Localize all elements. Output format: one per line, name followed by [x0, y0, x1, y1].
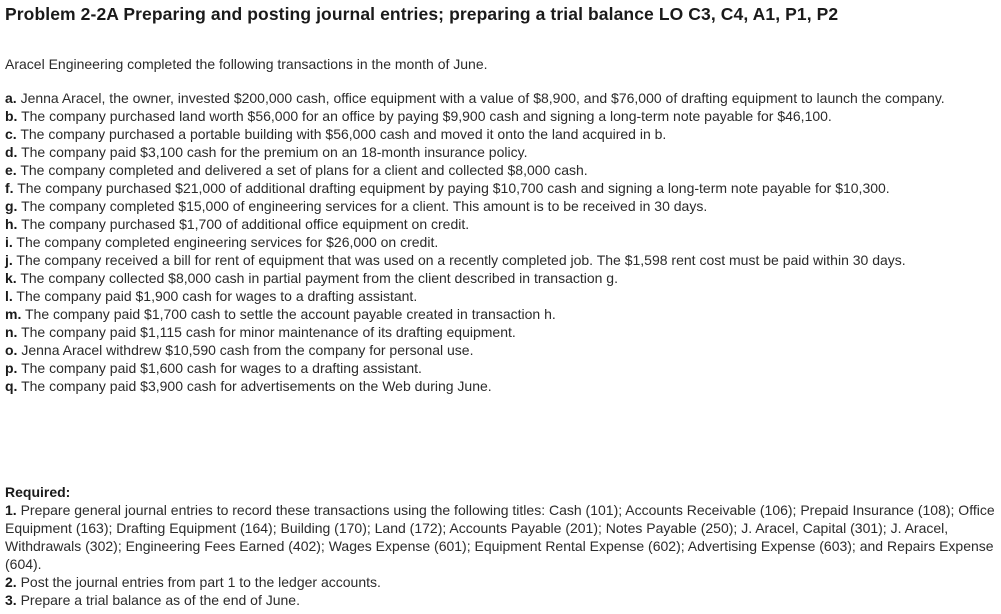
transaction-text: The company paid $1,900 cash for wages to a drafting assistant. — [16, 288, 418, 304]
transaction-text: The company completed and delivered a set of plans for a client and collected $8,000 cash. — [20, 162, 588, 178]
transaction-item-i — [0, 233, 995, 251]
transaction-text: The company completed $15,000 of engineering services for a client. This amount is to be received in 30 days. — [21, 198, 708, 214]
transaction-text: Jenna Aracel, the owner, invested $200,000 cash, office equipment with a value of $8,900, and $76,000 of drafting equipment to launch the company. — [20, 90, 945, 106]
transaction-text: Jenna Aracel withdrew $10,590 cash from the company for personal use. — [21, 342, 474, 358]
transaction-letter: f. — [5, 180, 14, 196]
intro-text: Aracel Engineering completed the following transactions in the month of June. — [5, 56, 488, 72]
transaction-letter: c. — [5, 126, 17, 142]
problem-title: Problem 2-2A Preparing and posting journal entries; preparing a trial balance LO C3, C4, A1, P1, P2 — [5, 4, 839, 24]
transaction-letter: n. — [5, 324, 18, 340]
required-item-1 — [5, 501, 995, 573]
transaction-text: The company purchased $1,700 of additional office equipment on credit. — [21, 216, 470, 232]
transaction-item-d — [0, 143, 995, 161]
transaction-text: The company paid $1,600 cash for wages to a drafting assistant. — [21, 360, 422, 376]
transaction-item-a — [0, 89, 995, 107]
transaction-item-g — [0, 197, 995, 215]
transaction-item-l — [0, 287, 995, 305]
transaction-item-o — [0, 341, 995, 359]
transaction-letter: k. — [5, 270, 17, 286]
required-number: 1. — [5, 502, 17, 518]
required-item-2 — [5, 573, 995, 591]
required-number: 3. — [5, 592, 17, 608]
transaction-item-q — [0, 377, 995, 395]
transaction-letter: i. — [5, 234, 13, 250]
required-heading: Required: — [5, 484, 71, 500]
transaction-item-f — [0, 179, 995, 197]
transaction-text: The company completed engineering services for $26,000 on credit. — [16, 234, 439, 250]
transaction-letter: h. — [5, 216, 18, 232]
transaction-letter: b. — [5, 108, 18, 124]
transaction-text: The company paid $3,100 cash for the premium on an 18-month insurance policy. — [21, 144, 528, 160]
transaction-letter: o. — [5, 342, 18, 358]
transaction-item-j — [0, 251, 995, 269]
transaction-text: The company paid $1,115 cash for minor maintenance of its drafting equipment. — [21, 324, 516, 340]
transaction-item-p — [0, 359, 995, 377]
transaction-text: The company purchased $21,000 of additional drafting equipment by paying $10,700 cash and signing a long-term note payable for $10,300. — [17, 180, 890, 196]
required-section — [5, 483, 995, 609]
transaction-letter: e. — [5, 162, 17, 178]
transaction-letter: m. — [5, 306, 22, 322]
transaction-item-m — [0, 305, 995, 323]
transaction-text: The company collected $8,000 cash in partial payment from the client described in transaction g. — [20, 270, 618, 286]
transaction-list — [0, 89, 995, 395]
transaction-text: The company paid $3,900 cash for advertisements on the Web during June. — [21, 378, 492, 394]
required-text: Prepare a trial balance as of the end of June. — [20, 592, 300, 608]
transaction-letter: g. — [5, 198, 18, 214]
transaction-text: The company purchased land worth $56,000 for an office by paying $9,900 cash and signing a long-term note payable for $46,100. — [21, 108, 832, 124]
transaction-letter: d. — [5, 144, 18, 160]
transaction-text: The company purchased a portable building with $56,000 cash and moved it onto the land acquired in b. — [20, 126, 667, 142]
transaction-item-h — [0, 215, 995, 233]
transaction-letter: q. — [5, 378, 18, 394]
required-item-3 — [5, 591, 995, 609]
transaction-letter: a. — [5, 90, 17, 106]
transaction-item-k — [0, 269, 995, 287]
required-number: 2. — [5, 574, 17, 590]
transaction-letter: j. — [5, 252, 13, 268]
transaction-letter: l. — [5, 288, 13, 304]
transaction-text: The company paid $1,700 cash to settle the account payable created in transaction h. — [24, 306, 556, 322]
transaction-item-b — [0, 107, 995, 125]
transaction-letter: p. — [5, 360, 18, 376]
required-text: Prepare general journal entries to record these transactions using the following titles: Cash (101); Accounts Receivable (106); Prepaid Insurance (108); Office Equipment (163); Drafting Equipment (164); Building (170); Land (172); Accounts Payable (201); Notes Payable (250); J. Aracel, Capital (301); J. Aracel, Withdrawals (302); Engineering Fees Earned (402); Wages Expense (601); Equipment Rental Expense (602); Advertising Expense (603); and Repairs Expense (604). — [5, 502, 995, 572]
transaction-item-c — [0, 125, 995, 143]
transaction-item-n — [0, 323, 995, 341]
transaction-item-e — [0, 161, 995, 179]
required-text: Post the journal entries from part 1 to the ledger accounts. — [20, 574, 381, 590]
transaction-text: The company received a bill for rent of equipment that was used on a recently completed job. The $1,598 rent cost must be paid within 30 days. — [16, 252, 906, 268]
